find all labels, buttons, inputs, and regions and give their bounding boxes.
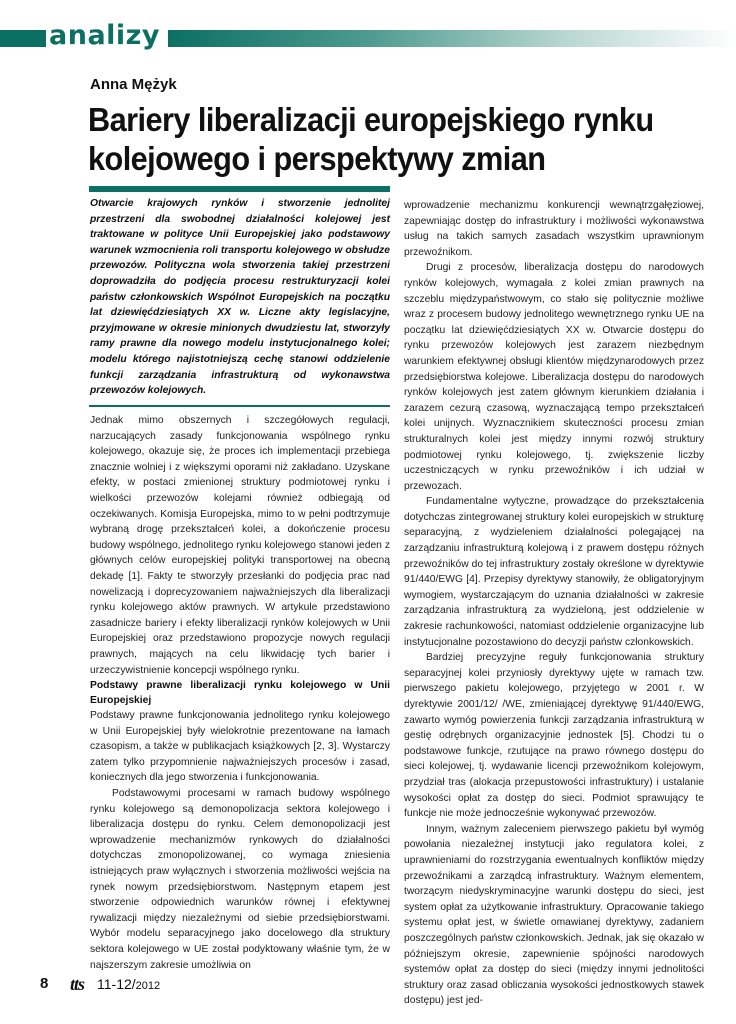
issue-number xyxy=(97,976,160,992)
page-footer xyxy=(40,974,340,996)
article-author: Anna Mężyk xyxy=(90,76,177,93)
issue-year: 2012 xyxy=(135,980,161,992)
lead-bottom-rule xyxy=(89,405,390,407)
column-right xyxy=(404,198,704,1009)
lead-top-rule xyxy=(89,186,390,192)
paragraph: Fundamentalne wytyczne, prowadzące do przekształcenia dotychczas zintegrowanej struktury kolei europejskich w strukturę separacyjną, z wydzieleniem działalności polegającej na zarządzaniu infrastrukturą kolejową i z prawem dostępu różnych przewoźników do tej infrastruktury zostały określone w dyrektywie 91/440/EWG [4]. Przepisy dyrektywy stanowiły, że obligatoryjnym wymogiem, wystarczającym do uznania działalności w zakresie zarządzania infrastrukturą za wydzieloną, jest oddzielenie w zakresie rachunkowości, natomiast oddzielenie organizacyjne lub instytucjonalne pozostawiono do decyzji państw członkowskich. xyxy=(404,496,704,648)
paragraph: Podstawy prawne funkcjonowania jednolitego rynku kolejowego w Unii Europejskiej były wielokrotnie prezentowane na łamach czasopism, a także w publikacjach książkowych [2, 3]. Wystarczy zatem tylko przypomnienie najważniejszych procesów i zasad, koniecznych dla jego stworzenia i funkcjonowania. xyxy=(90,710,390,784)
section-header xyxy=(0,20,736,52)
journal-logo: tts xyxy=(70,974,85,994)
paragraph: Jednak mimo obszernych i szczegółowych regulacji, narzucających zasady funkcjonowania wspólnego rynku kolejowego, okazuje się, że proces ich implementacji przebiega znacznie wolniej i z większymi oporami niż zakładano. Uzyskane efekty, w postaci zmienionej struktury podmiotowej rynku i wielkości przewozów kolejami również odbiegają od oczekiwanych. Komisja Europejska, mimo to w pełni podtrzymuje wybraną drogę przekształceń kolei, a dokończenie procesu budowy wspólnego, jednolitego rynku kolejowego stanowi jeden z głównych celów europejskiej polityki transportowej na obecną dekadę [1]. Fakty te stworzyły przesłanki do podjęcia prac nad nowelizacją i doprecyzowaniem najważniejszych dla liberalizacji rynku kolejowego aktów prawnych. W artykule przedstawiono zasadnicze bariery i efekty liberalizacji rynków kolejowych w Unii Europejskiej oraz przedstawiono propozycje nowych regulacji prawnych, mających na celu likwidację tych barier i urzeczywistnienie koncepcji wspólnego rynku. xyxy=(90,415,390,676)
article-lead: Otwarcie krajowych rynków i stworzenie jednolitej przestrzeni dla swobodnej działalności kolejowej jest traktowane w polityce Unii Europejskiej jako podstawowy warunek wzmocnienia roli transportu kolejowego w obsłudze przewozów. Polityczna wola stworzenia takiej przestrzeni doprowadziła do podjęcia procesu restrukturyzacji kolei państw członkowskich Wspólnot Europejskich na początku lat dziewięćdziesiątych XX w. Liczne akty legislacyjne, przyjmowane w okresie minionych dwudziestu lat, stworzyły ramy prawne dla nowego modelu instytucjonalnego kolei; modelu którego najistotniejszą cechę stanowi oddzielenie funkcji zarządzania infrastrukturą od wykonawstwa przewozów kolejowych. xyxy=(90,198,390,397)
issue-label: 11-12/ xyxy=(97,976,136,992)
page-number: 8 xyxy=(40,975,49,992)
paragraph: Innym, ważnym zaleceniem pierwszego pakietu był wymóg powołania niezależnej instytucji jako regulatora kolei, z uprawnieniami do rozstrzygania ewentualnych konfliktów między przewoźnikami a zarządcą infrastruktury. Ważnym elementem, tworzącym niedyskryminacyjne warunki dostępu do sieci, jest system opłat za użytkowanie infrastruktury. Opracowanie takiego systemu opłat jest, w świetle omawianej dyrektywy, zadaniem poszczególnych państw członkowskich. Jednak, jak się okazało w późniejszym okresie, zapewnienie spójności narodowych systemów opłat za dostęp do sieci (między innymi jednolitości struktury oraz zasad obliczania wysokości jednostkowych stawek dostępu) jest jed- xyxy=(404,823,704,1007)
article-title: Bariery liberalizacji europejskiego rynku kolejowego i perspektywy zmian xyxy=(88,101,654,177)
paragraph: wprowadzenie mechanizmu konkurencji wewnątrzgałęziowej, zapewniając dostęp do infrastruktury i możliwości wykonawstwa usług na takich samych zasadach wszystkim uprawnionym przewoźnikom. xyxy=(404,200,704,258)
column-left xyxy=(90,413,390,973)
section-label: analizy xyxy=(49,20,160,51)
section-subheading: Podstawy prawne liberalizacji rynku kolejowego w Unii Europejskiej xyxy=(90,680,390,707)
header-bar-gradient xyxy=(168,30,736,47)
header-bar-left xyxy=(0,30,46,47)
paragraph: Drugi z procesów, liberalizacja dostępu do narodowych rynków kolejowych, wymagała z kolei zmian prawnych na szczeblu międzypaństwowym, co stało się politycznie możliwe wraz z procesem budowy jednolitego wewnętrznego rynku UE na początku lat dziewięćdziesiątych XX w. Otwarcie dostępu do rynku przewozów kolejowych jest zarazem niezbędnym warunkiem efektywnej obsługi klientów międzynarodowych przez przedsiębiorstwa kolejowe. Liberalizacja dostępu do narodowych rynków kolejowych jest zatem głównym kierunkiem działania i zarazem cezurą czasową, wyznaczającą tempo przekształceń kolei unijnych. Wyznacznikiem skuteczności procesu zmian strukturalnych kolei jest między innymi rozwój struktury podmiotowej rynku kolejowego, tj. zwiększenie liczby uczestniczących w rynku przewoźników i ich udział w przewozach. xyxy=(404,262,704,492)
paragraph: Podstawowymi procesami w ramach budowy wspólnego rynku kolejowego są demonopolizacja sektora kolejowego i liberalizacja dostępu do rynku. Celem demonopolizacji jest wprowadzenie mechanizmów rynkowych do działalności dotychczas zmonopolizowanej, co wymaga zniesienia istniejących praw wyłącznych i stworzenia możliwości wejścia na rynek nowym przedsiębiorstwom. Następnym etapem jest stworzenie odpowiednich warunków równej i efektywnej rywalizacji między niezależnymi od siebie przedsiębiorstwami. Wybór modelu separacyjnego jako docelowego dla struktury sektora kolejowego w UE został podyktowany właśnie tym, że w najszerszym zakresie umożliwia on xyxy=(90,788,390,971)
paragraph: Bardziej precyzyjne reguły funkcjonowania struktury separacyjnej kolei przyniosły dyrektywy ujęte w ramach tzw. pierwszego pakietu kolejowego, przyjętego w 2001 r. W dyrektywie 2001/12/ /WE, zmieniającej dyrektywę 91/440/EWG, zawarto wymóg powierzenia funkcji zarządzania infrastrukturą w gestię odrębnych organizacyjnie jednostek [5]. Chodzi tu o podstawowe funkcje, rzutujące na prawo równego dostępu do sieci kolejowej, tj. wydawanie licencji przewoźnikom kolejowym, przydział tras (alokacja przepustowości infrastruktury) i ustalanie wysokości opłat za dostęp do sieci. Podmiot sprawujący te funkcje nie może jednocześnie wykonywać przewozów. xyxy=(404,652,704,820)
